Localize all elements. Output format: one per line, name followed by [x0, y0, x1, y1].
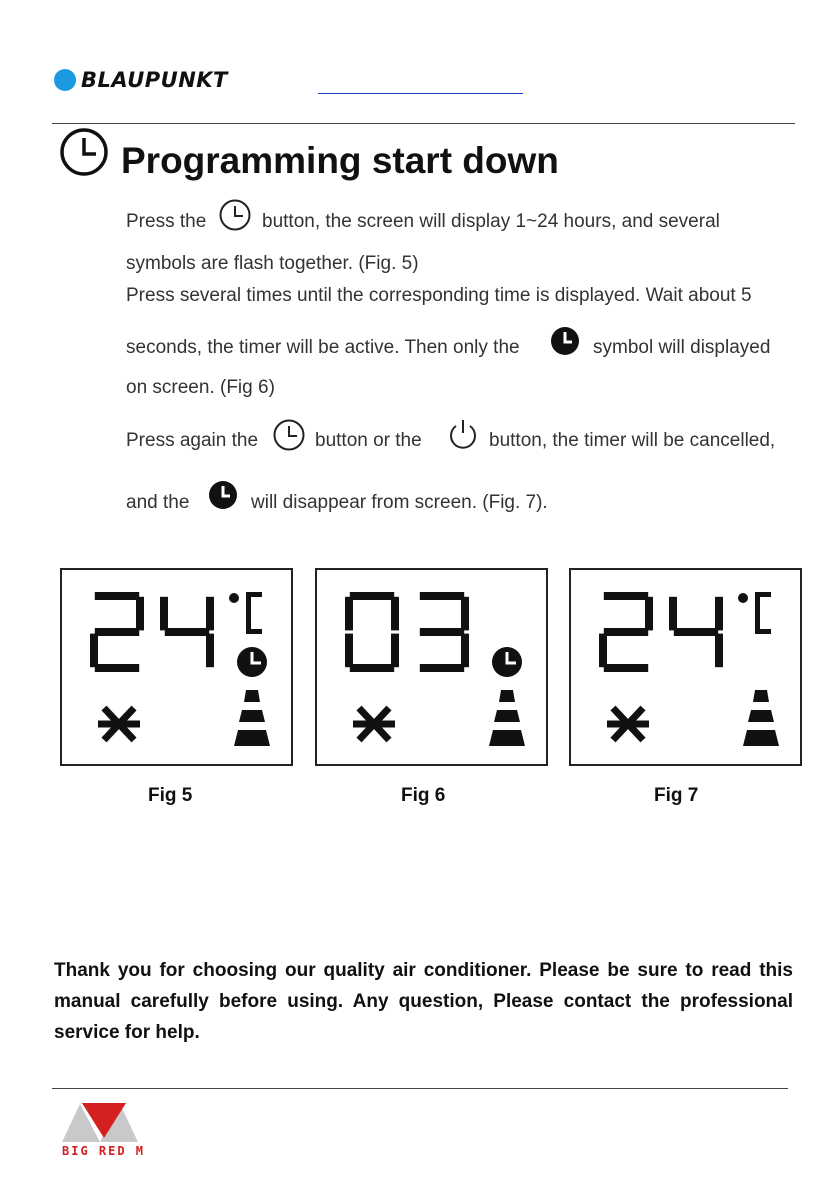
instruction-text: Press again the [126, 430, 259, 451]
instruction-text: Press the [126, 211, 207, 232]
lcd-segment [160, 597, 168, 631]
fan-speed-level-icon [489, 690, 525, 746]
lcd-display-fig7 [569, 568, 802, 766]
brand-dot-icon [54, 69, 76, 91]
timer-clock-icon [237, 647, 267, 677]
footer-divider [52, 1088, 788, 1089]
figure-caption: Fig 7 [654, 785, 699, 806]
lcd-digit [669, 597, 723, 667]
lcd-segment [715, 634, 723, 668]
lcd-segment [350, 664, 394, 672]
lcd-segment [599, 634, 607, 668]
instruction-text: button or the [315, 430, 422, 451]
lcd-display-fig6 [315, 568, 548, 766]
lcd-segment [669, 597, 677, 631]
lcd-segment [95, 628, 139, 636]
lcd-segment [206, 634, 214, 668]
lcd-segment [345, 634, 353, 668]
instruction-text: symbols are flash together. (Fig. 5) [126, 253, 419, 274]
degree-symbol [738, 593, 748, 603]
lcd-segment [604, 664, 648, 672]
fan-icon [98, 708, 140, 740]
instruction-text: Press several times until the corresponding time is displayed. Wait about 5 [126, 285, 752, 306]
footer-logo-text: BIG RED M [62, 1144, 146, 1158]
thank-you-note: Thank you for choosing our quality air conditioner. Please be sure to read this manual carefully before using. Any question, Please contact the professional service for help. [54, 960, 793, 1043]
degree-symbol [229, 593, 239, 603]
instruction-text: button, the timer will be cancelled, [489, 430, 776, 451]
lcd-segment [95, 592, 139, 600]
clock-outline-icon [58, 126, 110, 178]
lcd-segment [345, 597, 353, 631]
timer-filled-icon [550, 326, 580, 356]
lcd-segment [604, 592, 648, 600]
instruction-text: button, the screen will display 1~24 hours, and several [262, 211, 720, 232]
page-title: Programming start down [121, 140, 559, 181]
power-button-icon [447, 418, 479, 450]
lcd-segment [350, 592, 394, 600]
lcd-segment [136, 597, 144, 631]
lcd-segment [206, 597, 214, 631]
instruction-text: and the [126, 492, 190, 513]
figure-caption: Fig 5 [148, 785, 193, 806]
lcd-segment [391, 597, 399, 631]
lcd-digit [420, 592, 469, 672]
lcd-display-fig5 [60, 568, 293, 766]
lcd-segment [420, 628, 464, 636]
fan-speed-level-icon [743, 690, 779, 746]
instruction-text: symbol will displayed [593, 337, 771, 358]
lcd-digit [599, 592, 653, 672]
timer-filled-icon [208, 480, 238, 510]
instruction-text: will disappear from screen. (Fig. 7). [251, 492, 548, 513]
brand-logo [54, 68, 228, 92]
lcd-segment [90, 634, 98, 668]
fan-icon [353, 708, 395, 740]
header-link-underline[interactable] [318, 93, 523, 94]
lcd-segment [715, 597, 723, 631]
lcd-digit [90, 592, 144, 672]
timer-clock-icon [492, 647, 522, 677]
lcd-segment [165, 628, 209, 636]
big-red-m-logo-icon [60, 1100, 140, 1144]
lcd-digit [345, 592, 399, 672]
instruction-text: seconds, the timer will be active. Then only the [126, 337, 520, 358]
celsius-icon [246, 592, 262, 634]
lcd-segment [95, 664, 139, 672]
instruction-text: on screen. (Fig 6) [126, 377, 275, 398]
celsius-icon [755, 592, 771, 634]
lcd-segment [461, 597, 469, 631]
lcd-segment [420, 592, 464, 600]
brand-name: BLAUPUNKT [81, 68, 228, 92]
fan-icon [607, 708, 649, 740]
lcd-digit [160, 597, 214, 667]
fan-speed-level-icon [234, 690, 270, 746]
header-divider [52, 123, 795, 124]
timer-button-icon [218, 198, 252, 232]
lcd-segment [645, 597, 653, 631]
lcd-segment [604, 628, 648, 636]
lcd-segment [461, 634, 469, 668]
figure-caption: Fig 6 [401, 785, 446, 806]
lcd-segment [674, 628, 718, 636]
timer-button-icon [272, 418, 306, 452]
lcd-segment [420, 664, 464, 672]
lcd-segment [391, 634, 399, 668]
